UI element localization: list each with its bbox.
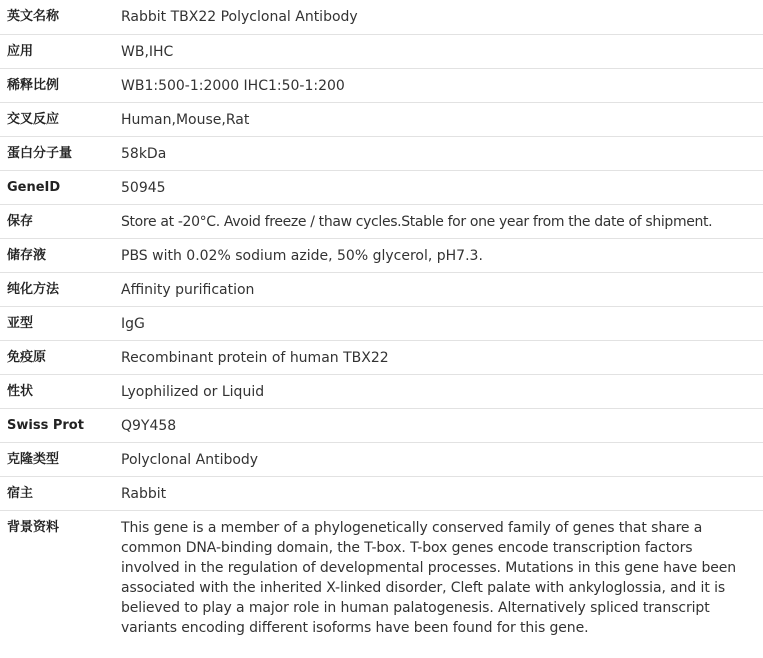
- row-label: 蛋白分子量: [0, 136, 113, 170]
- row-application: [0, 34, 763, 68]
- row-storage: [0, 204, 763, 238]
- row-label: 免疫原: [0, 340, 113, 374]
- row-value: IgG: [113, 306, 763, 340]
- row-dilution: [0, 68, 763, 102]
- row-value: Human,Mouse,Rat: [113, 102, 763, 136]
- row-cross-reactivity: [0, 102, 763, 136]
- row-value: Recombinant protein of human TBX22: [113, 340, 763, 374]
- row-background: [0, 510, 763, 644]
- row-label: 亚型: [0, 306, 113, 340]
- row-label: 保存: [0, 204, 113, 238]
- row-value: Lyophilized or Liquid: [113, 374, 763, 408]
- row-host: [0, 476, 763, 510]
- row-label: 纯化方法: [0, 272, 113, 306]
- row-label: 储存液: [0, 238, 113, 272]
- row-value: Polyclonal Antibody: [113, 442, 763, 476]
- row-storage-buffer: [0, 238, 763, 272]
- row-label: 稀释比例: [0, 68, 113, 102]
- row-value: WB,IHC: [113, 34, 763, 68]
- row-swiss-prot: [0, 408, 763, 442]
- row-label: 宿主: [0, 476, 113, 510]
- row-english-name: [0, 0, 763, 34]
- row-gene-id: [0, 170, 763, 204]
- row-value: Rabbit: [113, 476, 763, 510]
- row-label: 性状: [0, 374, 113, 408]
- row-value: PBS with 0.02% sodium azide, 50% glycerol, pH7.3.: [113, 238, 763, 272]
- row-molecular-weight: [0, 136, 763, 170]
- row-isotype: [0, 306, 763, 340]
- row-value: Store at -20°C. Avoid freeze / thaw cycles.Stable for one year from the date of shipment.: [113, 204, 763, 238]
- row-label: GeneID: [0, 170, 113, 204]
- row-label: Swiss Prot: [0, 408, 113, 442]
- row-value: This gene is a member of a phylogenetically conserved family of genes that share a common DNA-binding domain, the T-box. T-box genes encode transcription factors involved in the regulation of developmental processes. Mutations in this gene have been associated with the inherited X-linked disorder, Cleft palate with ankyloglossia, and it is believed to play a major role in human palatogenesis. Alternatively spliced transcript variants encoding different isoforms have been found for this gene.: [121, 519, 737, 636]
- row-form: [0, 374, 763, 408]
- row-label: 背景资料: [7, 519, 60, 535]
- row-value: WB1:500-1:2000 IHC1:50-1:200: [113, 68, 763, 102]
- row-immunogen: [0, 340, 763, 374]
- row-label: 英文名称: [0, 0, 113, 34]
- row-label: 交叉反应: [0, 102, 113, 136]
- row-clonality: [0, 442, 763, 476]
- row-label: 克隆类型: [0, 442, 113, 476]
- row-label: 应用: [0, 34, 113, 68]
- row-purification: [0, 272, 763, 306]
- row-value: Affinity purification: [113, 272, 763, 306]
- row-value: Q9Y458: [113, 408, 763, 442]
- row-value: Rabbit TBX22 Polyclonal Antibody: [113, 0, 763, 34]
- row-value: 58kDa: [113, 136, 763, 170]
- row-value: 50945: [113, 170, 763, 204]
